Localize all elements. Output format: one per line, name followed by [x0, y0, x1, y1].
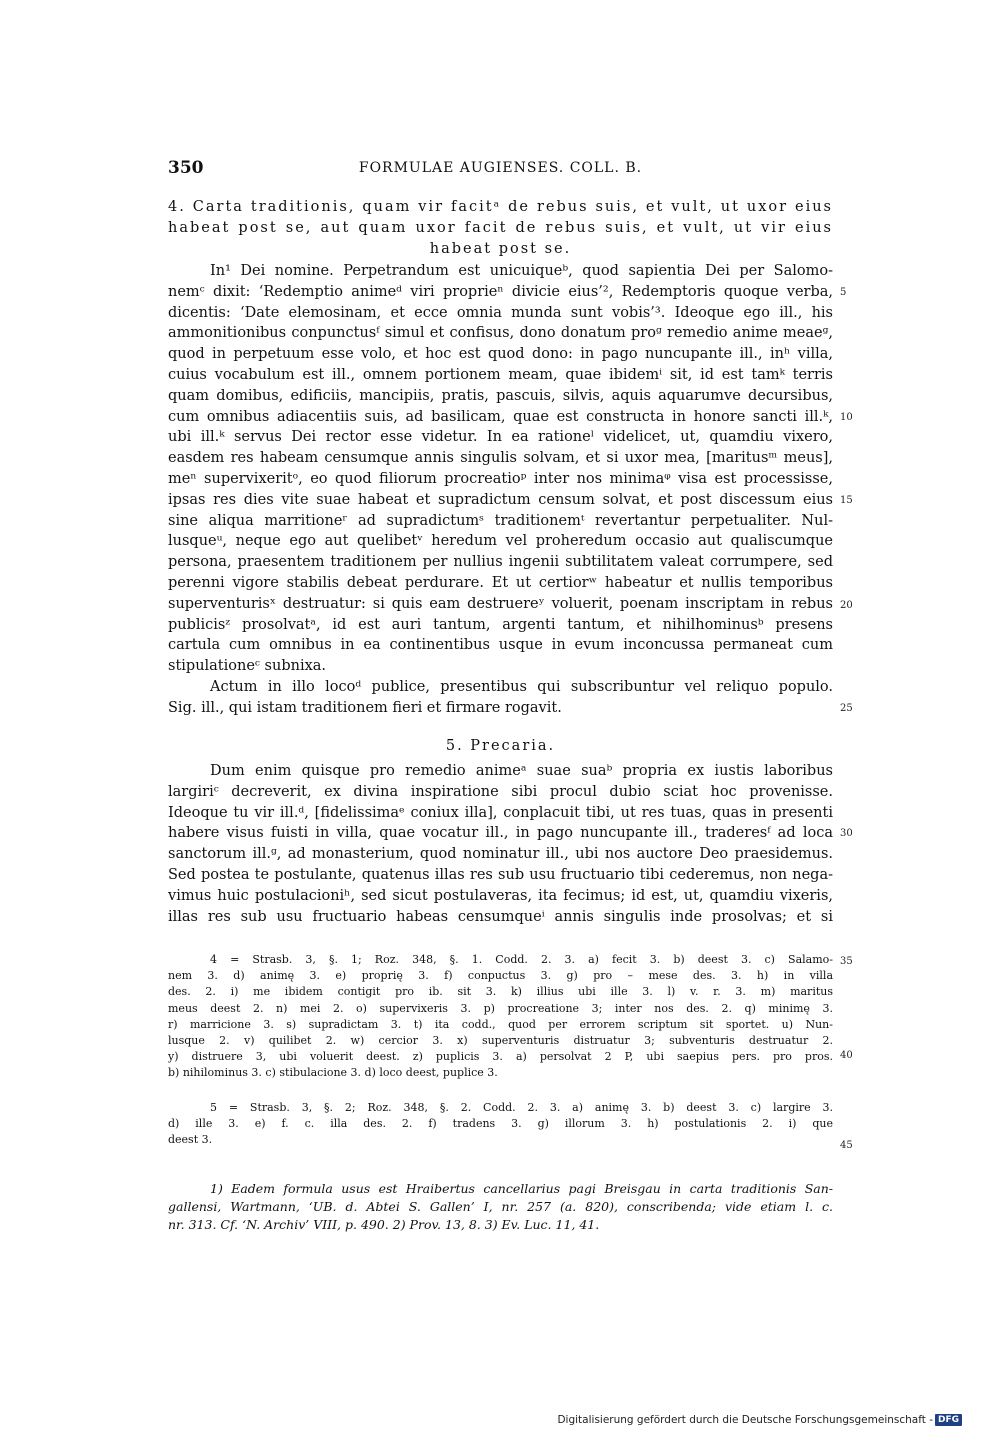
text-line: largiriᶜ decreverit, ex divina inspiratione sibi procul dubio sciat hoc provenisse. — [168, 783, 833, 800]
digitization-credit — [557, 1414, 962, 1426]
margin-line-number: 25 — [840, 703, 853, 714]
text-line: illas res sub usu fructuario habeas censumqueⁱ annis singulis inde prosolvas; et si — [168, 908, 833, 925]
section-4-title-line: habeat post se, aut quam uxor facit de rebus suis, et vult, ut vir eius — [168, 219, 833, 236]
margin-line-number: 5 — [840, 287, 847, 298]
running-title: FORMULAE AUGIENSES. COLL. B. — [358, 160, 643, 176]
text-line: In¹ Dei nomine. Perpetrandum est unicuiqueᵇ, quod sapientia Dei per Salomo- — [210, 263, 833, 279]
apparatus-line: nem 3. d) animę 3. e) proprię 3. f) conpuctus 3. g) pro – mese des. 3. h) in villa — [168, 969, 833, 983]
text-line: ammonitionibus conpunctusᶠ simul et confisus, dono donatum proᵍ remedio anime meaeᵍ, — [168, 325, 833, 342]
text-line: ubi ill.ᵏ servus Dei rector esse videtur. In ea rationeˡ videlicet, ut, quamdiu vixero, — [168, 429, 833, 446]
footnote-line: nr. 313. Cf. ‘N. Archiv’ VIII, p. 490. 2) Prov. 13, 8. 3) Ev. Luc. 11, 41. — [168, 1217, 600, 1232]
text-line: cuius vocabulum est ill., omnem portionem meam, quae ibidemⁱ sit, id est tamᵏ terris — [168, 366, 833, 383]
section-4-title — [168, 197, 833, 259]
text-line: publicisᶻ prosolvatᵃ, id est auri tantum, argenti tantum, et nihilhominusᵇ presens — [168, 616, 833, 633]
apparatus-line: lusque 2. v) quilibet 2. w) cercior 3. x) superventuris distruatur 3; subventuris destruatur 2. — [168, 1033, 833, 1047]
apparatus-line: meus deest 2. n) mei 2. o) supervixeris 3. p) procreatione 3; inter nos des. 2. q) minimę 3. — [168, 1001, 833, 1015]
apparatus-line: 5 = Strasb. 3, §. 2; Roz. 348, §. 2. Codd. 2. 3. a) animę 3. b) deest 3. c) largire 3. — [210, 1101, 833, 1114]
footnote-line: 1) Eadem formula usus est Hraibertus cancellarius pagi Breisgau in carta traditionis San- — [210, 1181, 833, 1196]
text-line: quod in perpetuum esse volo, et hoc est quod dono: in pago nuncupante ill., inʰ villa, — [168, 346, 833, 363]
apparatus-line: y) distruere 3, ubi voluerit deest. z) puplicis 3. a) persolvat 2 P, ubi saepius pers. pro pros. — [168, 1050, 833, 1064]
text-line: cartula cum omnibus in ea continentibus usque in evum inconcussa permaneat cum — [168, 637, 833, 654]
apparatus-line: des. 2. i) me ibidem contigit pro ib. sit 3. k) illius ubi ille 3. l) v. r. 3. m) maritus — [168, 985, 833, 999]
margin-line-number: 35 — [840, 956, 853, 967]
text-line: meⁿ supervixeritᵒ, eo quod filiorum procreatioᵖ inter nos minimaᵠ visa est processisse, — [168, 470, 833, 487]
dfg-logo-icon: DFG — [935, 1414, 962, 1426]
margin-line-number: 15 — [840, 495, 853, 506]
apparatus-notes-5 — [168, 1100, 833, 1149]
section-5-title: 5. Precaria. — [445, 738, 556, 754]
apparatus-line: b) nihilominus 3. c) stibulacione 3. d) loco deest, puplice 3. — [168, 1066, 498, 1080]
text-line: nemᶜ dixit: ‘Redemptio animeᵈ viri proprieⁿ divicie eius’², Redemptoris quoque verba, — [168, 283, 833, 300]
section-5-body — [168, 761, 833, 927]
footnotes — [168, 1180, 833, 1234]
text-line: ipsas res dies vite suae habeat et supradictum censum solvat, et post discessum eius — [168, 491, 833, 508]
section-4-title-line: habeat post se. — [429, 240, 572, 257]
text-line: Dum enim quisque pro remedio animeᵃ suae suaᵇ propria ex iustis laboribus — [210, 763, 833, 779]
text-line: Sed postea te postulante, quatenus illas res sub usu fructuario tibi cederemus, non nega- — [168, 866, 833, 883]
footnote-line: gallensi, Wartmann, ‘UB. d. Abtei S. Gallen’ I, nr. 257 (a. 820), conscribenda; vide etiam l. c. — [168, 1199, 833, 1214]
credit-text: Digitalisierung gefördert durch die Deutsche Forschungsgemeinschaft - — [557, 1414, 933, 1426]
margin-line-number: 20 — [840, 600, 853, 611]
text-line: dicentis: ‘Date elemosinam, et ecce omnia munda sunt vobis’³. Ideoque ego ill., his — [168, 304, 833, 321]
text-line: habere visus fuisti in villa, quae vocatur ill., in pago nuncupante ill., traderesᶠ ad loca — [168, 825, 833, 842]
section-4-title-line: 4. Carta traditionis, quam vir facitᵃ de rebus suis, et vult, ut uxor eius — [168, 199, 833, 215]
apparatus-line: 4 = Strasb. 3, §. 1; Roz. 348, §. 1. Codd. 2. 3. a) fecit 3. b) deest 3. c) Salamo- — [210, 953, 833, 966]
apparatus-line: d) ille 3. e) f. c. illa des. 2. f) tradens 3. g) illorum 3. h) postulationis 2. i) que — [168, 1117, 833, 1131]
margin-line-number: 10 — [840, 412, 853, 423]
apparatus-line: deest 3. — [168, 1133, 213, 1147]
text-line: Actum in illo locoᵈ publice, presentibus qui subscribuntur vel reliquo populo. — [210, 678, 833, 695]
margin-line-number: 30 — [840, 828, 853, 839]
text-line: sine aliqua marritioneʳ ad supradictumˢ traditionemᵗ revertantur perpetualiter. Nul- — [168, 512, 833, 529]
text-line: quam domibus, edificiis, mancipiis, pratis, pascuis, silvis, aquis aquarumve decursibus, — [168, 387, 833, 404]
apparatus-line: r) marricione 3. s) supradictam 3. t) ita codd., quod per errorem scriptum sit sportet. u) Nun- — [168, 1017, 833, 1031]
apparatus-notes-4 — [168, 952, 833, 1082]
margin-line-number: 45 — [840, 1140, 853, 1151]
text-line: lusqueᵘ, neque ego aut quelibetᵛ heredum vel proheredum occasio aut qualiscumque — [168, 533, 833, 550]
text-line: stipulationeᶜ subnixa. — [168, 658, 327, 675]
page-number: 350 — [168, 158, 204, 178]
text-line: perenni vigore stabilis debeat perdurare. Et ut certiorʷ habeatur et nullis temporibus — [168, 574, 833, 591]
page-header — [168, 158, 833, 180]
section-4-body — [168, 261, 833, 719]
text-line: vimus huic postulacioniʰ, sed sicut postulaveras, ita fecimus; id est, ut, quamdiu vixeris, — [168, 887, 833, 904]
text-line: easdem res habeam censumque annis singulis solvam, et si uxor mea, [maritusᵐ meus], — [168, 450, 833, 467]
text-line: Sig. ill., qui istam traditionem fieri et firmare rogavit. — [168, 699, 562, 716]
text-line: superventurisˣ destruatur: si quis eam destruereʸ voluerit, poenam inscriptam in rebus — [168, 595, 833, 612]
text-line: persona, praesentem traditionem per nullius ingenii subtilitatem valeat corrumpere, sed — [168, 554, 833, 571]
margin-line-number: 40 — [840, 1050, 853, 1061]
text-line: Ideoque tu vir ill.ᵈ, [fidelissimaᵉ coniux illa], conplacuit tibi, ut res tuas, quas in presenti — [168, 804, 833, 821]
text-line: cum omnibus adiacentiis suis, ad basilicam, quae est constructa in honore sancti ill.ᵏ, — [168, 408, 833, 425]
text-line: sanctorum ill.ᵍ, ad monasterium, quod nominatur ill., ubi nos auctore Deo praesidemus. — [168, 846, 833, 863]
